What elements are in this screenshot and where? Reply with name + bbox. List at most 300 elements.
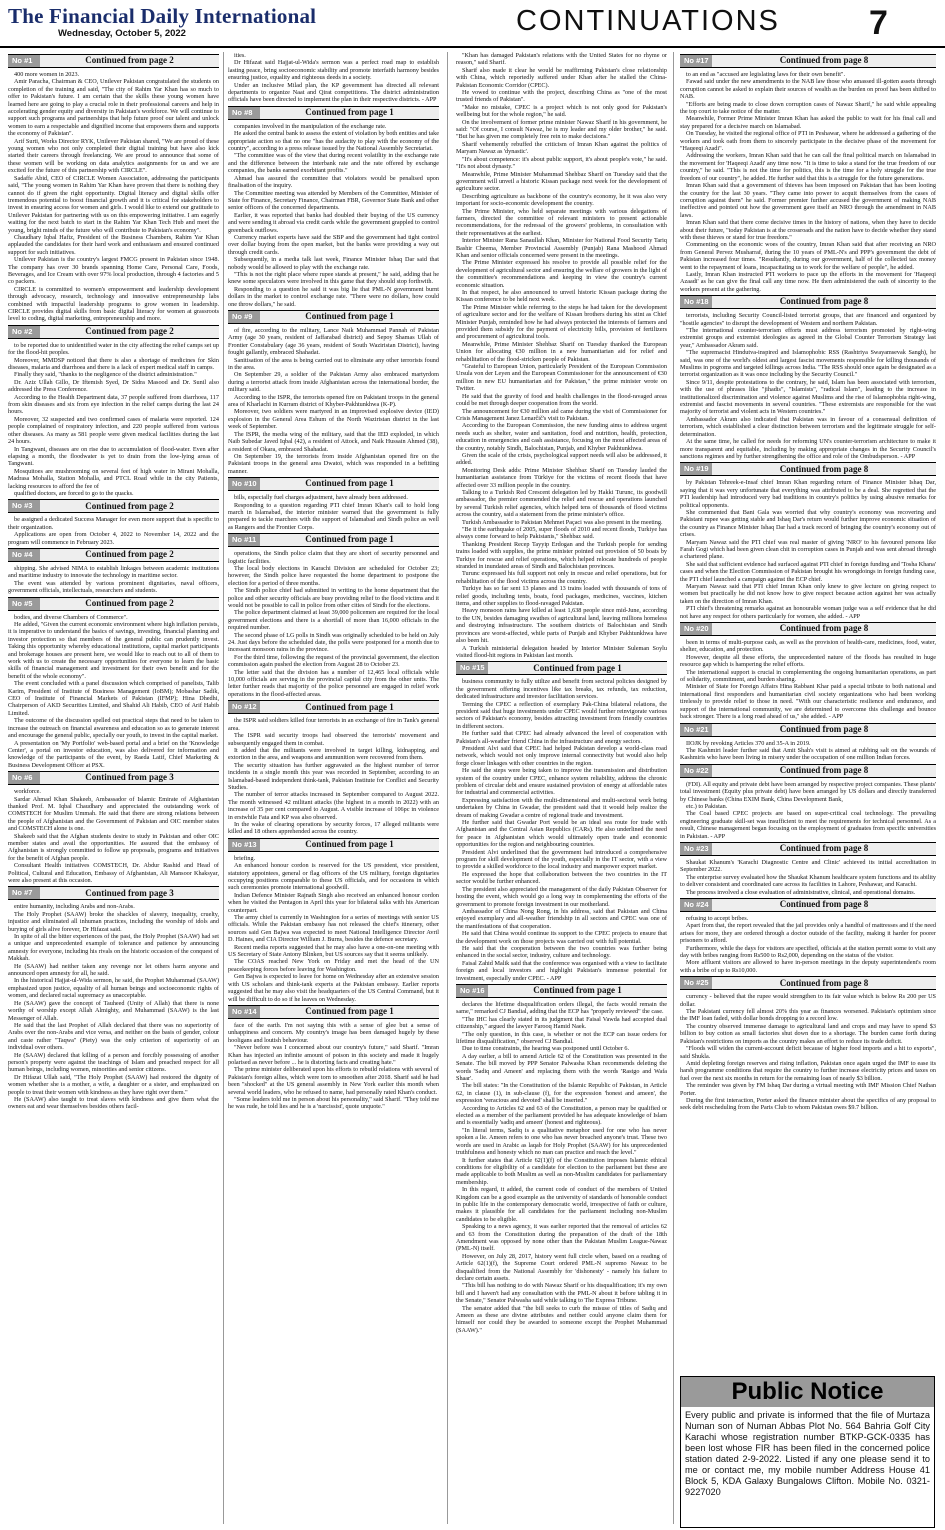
paragraph: The enterprise survey evaluated how the Shaukat Khanum healthcare system functions and its ability to deliver consistent and coordinated care across its facilities in Lahore, Peshawar, and Karachi. bbox=[680, 873, 936, 889]
article-continuation bbox=[8, 771, 219, 884]
article-continuation bbox=[228, 1005, 439, 1111]
article-continuation bbox=[680, 462, 936, 620]
article-body bbox=[228, 1022, 439, 1111]
paragraph: On September 19, the terrorists from inside Afghanistan opened fire on the Pakistani troops in the general area Dwatoi, which was responded in a befitting manner. bbox=[228, 452, 439, 475]
paragraph: The Sindh police chief had submitted in writing to the home department that the police and other security officials are busy providing relief to the flood victims and it would not be possible to call in police from other cities of Sindh for the elections. bbox=[228, 587, 439, 609]
article-body bbox=[680, 781, 936, 840]
article-continuation bbox=[456, 661, 667, 982]
article-body bbox=[456, 678, 667, 982]
paragraph: In the historical Hajjat-ul-Wida sermon, he said, the Prophet Muhammad (SAAW) emphasized upon justice, equality of all human beings and socioeconomic rights of women, and declared racial supremacy as unacceptable. bbox=[8, 977, 219, 1000]
paragraph: A presentation on 'My Portfolio' web-based portal and a brief on the 'Knowledge Center', a portal on investor education, was also delivered for information and knowledge of the participants of the event, by Raeda Latif, Chief Marketing & Business Development Officer at PSX. bbox=[8, 739, 219, 769]
paragraph: The outcome of the discussion spelled out practical steps that need to be taken to increase the outreach on financial awareness and education so as to generate interest and encourage the general public, specially our youth, to invest in the capital market. bbox=[8, 717, 219, 740]
paragraph: Sharif vehemently rebuffed the criticism of Imran Khan against the politics of Maryam Nawaz as 'dynastic'. bbox=[456, 140, 667, 156]
article-continuation bbox=[680, 764, 936, 840]
article-header bbox=[8, 548, 219, 562]
article-continuation bbox=[680, 723, 936, 762]
paragraph: In that respect, he also announced to unveil historic Kissan package during the Kissan conference to be held next week. bbox=[456, 289, 667, 304]
article-body bbox=[228, 855, 439, 1003]
article-body bbox=[680, 71, 936, 293]
article-number: No #4 bbox=[8, 549, 40, 561]
article-number: No #6 bbox=[8, 772, 40, 784]
paragraph: The senator added that "the bill seeks to curb the misuse of titles of Sadiq and Ameen as these are divine attributes and neither could anyone claim them for himself nor could they be awarded to someone except the Prophet Muhammad (SAAW)." bbox=[456, 1304, 667, 1334]
column-2 bbox=[228, 52, 439, 1524]
newspaper-title: The Financial Daily International bbox=[8, 4, 317, 28]
paragraph: The Prime Minister while referring to the steps he had taken for the development of agriculture sector and for the welfare of Kissan brothers during his stint as Chief Minister Punjab, reminded how he had always protected the interests of farmers and provided them subsidy for the payment of electricity bills, provision of fertilizers and procurement of agricultural tools. bbox=[456, 303, 667, 341]
article-continuation bbox=[680, 54, 936, 293]
article-header bbox=[228, 838, 439, 852]
paragraph: Sanitisation of the area is being carried out to eliminate any other terrorists found in the area. bbox=[228, 356, 439, 372]
paragraph: In the wake of clearing operations by security forces, 17 alleged militants were killed and 18 others apprehended across the country. bbox=[228, 820, 439, 836]
continued-from-label: Continued from page 1 bbox=[305, 839, 394, 850]
paragraph: He said that the cooperation between the two countries was further being enhanced in the social sector, industry, culture and technology. bbox=[456, 944, 667, 960]
paragraph: "Grateful to European Union, particularly President of the European Commission Ursula von der Leyen and the European Commissioner for the announcement of €30 million in new EU humanitarian aid for Pakistan," the prime minister wrote on Twitter. bbox=[456, 363, 667, 393]
paragraph: Faisal Zahid Malik said that the conference was organised with a view to facilitate foreign and local investors and highlight Pakistan's immense potential for investment, especially under CPEC. - APP bbox=[456, 959, 667, 982]
paragraph: She commented that Bani Gala was worried that why country's economy was recovering and Pakistani rupee was getting stable and Ishaq Dar's return would further improve economic situation of the country as Finance Minister Ishaq Dar had a track record of bringing the country's economy out of crises. bbox=[680, 508, 936, 539]
paragraph: The bill states: "In the Constitution of the Islamic Republic of Pakistan, in Article 62, in clause (1), in sub-clause (f), for the expression 'honest and ameen', the expression 'veracious and devoted' shall be inserted." bbox=[456, 1082, 667, 1105]
article-number: No #7 bbox=[8, 887, 40, 899]
paragraph: Responding to a question he said it was big lie that PML-N government burnt dollars in the market to control exchange rate. "There were no dollars, how could one throw dollars," he said. bbox=[228, 285, 439, 308]
article-header bbox=[456, 661, 667, 675]
paragraph: Monitoring Desk adds: Prime Minister Shehbaz Sharif on Tuesday lauded the humanitarian assistance from Türkiye for the victims of recent floods that have affected over 33 million people in the country. bbox=[456, 466, 667, 489]
continued-from-label: Continued from page 1 bbox=[533, 985, 622, 996]
paragraph: "This bill has nothing to do with Nawaz Sharif or his disqualification; it's my own bill and I haven't had any consultation with the PML-N about it before tabling it in the Senate," Senator Palwasha said while talking to The Express Tribune. bbox=[456, 1282, 667, 1305]
paragraph: Moreover, MMDSP noticed that there is also a shortage of medicines for Skin diseases, malaria and diarrhoea and there is a lack of expert medical staff in camps. bbox=[8, 356, 219, 372]
paragraph: Speaking to a news agency, it was earlier reported that the removal of articles 62 and 63 from the Constitution during the preparation of the draft of the 18th Amendment was opposed by none other than the Pakistan Muslim League-Nawaz (PML-N) itself. bbox=[456, 1223, 667, 1253]
continued-from-label: Continued from page 2 bbox=[85, 500, 174, 511]
article-continuation bbox=[8, 54, 219, 323]
article-continuation bbox=[456, 52, 667, 659]
paragraph: Furthermore, while the days for visitors are specified, officials at the station permit some to visit any day with bribes ranging from Rs500 to Rs2,000, depending on the status of the visitor. bbox=[680, 944, 936, 960]
article-continuation bbox=[8, 499, 219, 546]
paragraph: CIRCLE is committed to women's empowerment and leadership development through advocacy, research, technology and innovative entrepreneurship labs combined with impactful leadership programs to grow women in leadership. CIRCLE provides digital skills from basic digital literacy for women at grassroots level to coding, digital marketing, entrepreneurship and more. bbox=[8, 285, 219, 323]
paragraph: declares the lifetime disqualification orders illegal, the facts would remain the same," remarked CJ Bandial, adding that the ECP has "properly reviewed" the case. bbox=[456, 1000, 667, 1016]
paragraph: The event was attended by various prominent dignitaries, naval officers, government officials, intellectuals, researchers and students. bbox=[8, 579, 219, 595]
paragraph: According to the ISPR, the terrorists opened fire on Pakistani troops in the general area of Kharlachi in Kurram district of Khyber-Pakhtunkhwa (K-P). bbox=[228, 393, 439, 409]
continued-from-label: Continued from page 2 bbox=[85, 597, 174, 608]
paragraph: Arif Surti, Works Director RYK, Unilever Pakistan shared, "We are proud of these young women who not only completed their digital training but have also kick started their careers through freelancing. We are proud to announce that some of these women will be working on data analytics assignments for us and we are excited for the future of this partnership with CIRCLE". bbox=[8, 137, 219, 175]
article-continuation bbox=[680, 295, 936, 460]
paragraph: the ISPR said soldiers killed four terrorists in an exchange of fire in Tank's general area. bbox=[228, 717, 439, 732]
paragraph: Ahmad has assured the committee that violators would be penalised upon finalisation of the inquiry. bbox=[228, 174, 439, 190]
paragraph: Fawad said under the new amendments to the NAB law those who amassed ill-gotten assets through corruption cannot be asked to explain their sources of wealth as the burden on proof has been shifted to NAB. bbox=[680, 78, 936, 101]
continued-from-label: Continued from page 8 bbox=[779, 463, 869, 474]
paragraph: The local body elections in Karachi Division are scheduled for October 23; however, the Sindh police have requested the home department to postpone the election for a period of three months. bbox=[228, 564, 439, 587]
paragraph: However, despite all these efforts, the unprecedented nature of the floods has resulted in huge resource gap which is hampering the relief efforts. bbox=[680, 653, 936, 669]
column-divider bbox=[673, 52, 674, 1524]
paragraph: Unilever Pakistan is the country's largest FMCG present in Pakistan since 1948. The company has over 30 brands spanning Home Care, Personal Care, Foods, Beverages, and Ice Cream with over 97% local production, through 4 factories and 5 co packers. bbox=[8, 256, 219, 286]
article-continuation bbox=[8, 548, 219, 595]
column-3 bbox=[456, 52, 667, 1524]
paragraph: shipping. She advised NIMA to establish linkages between academic institutions and maritime industry to innovate the technology in maritime sector. bbox=[8, 564, 219, 580]
paragraph: The police department claimed at least 39,000 policemen are required for the local government elections and there is a shortfall of more than 16,000 officials in the required number. bbox=[228, 609, 439, 632]
continued-from-label: Continued from page 8 bbox=[779, 977, 869, 988]
paragraph: On September 29, a soldier of the Pakistan Army also embraced martyrdom during a terrorist attack from inside Afghanistan across the international border, the military said. bbox=[228, 371, 439, 394]
paragraph: bodies, and diverse Chambers of Commerce". bbox=[14, 613, 128, 621]
paragraph: to an end as "accused are legislating laws for their own benefit". bbox=[686, 71, 845, 78]
paragraph: The Prime Minister expressed his resolve to provide all possible relief for the development of agricultural sector and ensuring the welfare of growers in the light of the committee's recommendations and keeping in view the country's current economic situation. bbox=[456, 259, 667, 289]
paragraph: He vowed to continue with the project, describing China as "one of the most trusted friends of Pakistan". bbox=[456, 89, 667, 104]
article-body bbox=[228, 52, 439, 104]
column-divider bbox=[447, 52, 448, 1524]
article-body bbox=[228, 494, 439, 531]
paragraph: Amid depleting foreign reserves and rising inflation, Pakistan once again urged the IMF to ease its harsh programme conditions that require the country to further increase electricity prices and taxes on fuel over the next six months in return for the remaining loan of nearly $3 billion. bbox=[680, 1059, 936, 1082]
article-header bbox=[680, 842, 936, 856]
paragraph: Heavy monsoon rains have killed at least 1,638 people since mid-June, according to the UN, besides damaging swathes of agricultural land, leaving millions homeless and destroying infrastructure. The southern districts of Balochistan and Sindh provinces are worst-affected, while parts of Punjab and Khyber Pakhtunkhwa have also been hit. bbox=[456, 607, 667, 645]
paragraph: "The international counter-terrorism efforts must address terrorism promoted by right-wing extremist groups and extremist ideologies as agreed in the Global Counter Terrorism Strategy last year," Ambassador Akram said. bbox=[680, 327, 936, 349]
paragraph: Shakeeb said that the Afghan students desire to study in Pakistan and other OIC member states and avail the opportunities. He assured that the embassy of Afghanistan is strongly committed to follow up proposals, programs and initiatives for the benefit of Afghan people. bbox=[8, 832, 219, 862]
paragraph: Terming the CPEC a reflection of exemplary Pak-China bilateral relations, the president said that huge investments under CPEC would further reinvigorate various sectors of Pakistan's economy, besides attracting investment from friendly countries in different sectors. bbox=[456, 700, 667, 730]
paragraph: entire humanity, including Arabs and non-Arabs. bbox=[14, 903, 135, 911]
paragraph: Minister of State for Foreign Affairs Hina Rabbani Khar paid a special tribute to both national and international first responders and humanitarian civil society organizations who had been working tirelessly to provide relief to those in need. "With our characteristic resilience and endurance, and support of the international community, we are determined to overcome this challenge and bounce back stronger. There is a long road ahead of us," she added. - APP bbox=[680, 683, 936, 721]
paragraph: Earlier, it was reported that banks had doubled their buying of the US currency and were sending it abroad via credit cards while the government grappled to control greenback outflows. bbox=[228, 211, 439, 234]
paragraph: On the involvement of former prime minister Nawaz Sharif in his government, he said: "Of course, I consult Nawaz, he is my leader and my older brother," he said. "But he has given me completely free rein to make decisions." bbox=[456, 118, 667, 141]
article-continuation bbox=[228, 52, 439, 104]
paragraph: qualified doctors, are forced to go to the quacks. bbox=[14, 489, 134, 497]
masthead bbox=[0, 0, 945, 48]
paragraph: An enhanced honour cordon is reserved for the US president, vice president, statutory appointees, general or flag officers of the US military, foreign dignitaries occupying positions comparable to these US officials, and for occasions in which such ceremonies promote international goodwill. bbox=[228, 862, 439, 892]
article-header bbox=[680, 898, 936, 912]
article-body bbox=[8, 903, 219, 1110]
paragraph: Consultant Health initiatives COMSTECH, Dr. Abdur Rashid and Head of Political, Cultural and Education, Embassy of Afghanistan, Ali Mansoor Khaksyar, were also present at this occasion. bbox=[8, 862, 219, 884]
paragraph: Ambassador of China Nong Rong, in his address, said that Pakistan and China enjoyed exemplary and all-weather friendship in all sectors and CPEC was one of the manifestations of that cooperation. bbox=[456, 907, 667, 930]
paragraph: "The committee was of the view that during recent volatility in the exchange rate and the difference between the interbank rate and the rate offered by exchange companies, the banks earned exorbitant profits." bbox=[228, 152, 439, 175]
continued-from-label: Continued from page 2 bbox=[85, 326, 174, 337]
article-body bbox=[680, 312, 936, 460]
paragraph: Interior Minister Rana Sanaullah Khan, Minister for National Food Security Tariq Bashir Cheema, Member Provincial Assembly (Punjab) Rana Mashood Ahmad Khan and senior officials concerned were present in the meetings. bbox=[456, 237, 667, 259]
article-header bbox=[8, 499, 219, 513]
article-number: No #2 bbox=[8, 326, 40, 338]
article-header bbox=[228, 700, 439, 714]
paragraph: etc.) to Pakistan. bbox=[686, 802, 728, 810]
article-body bbox=[8, 516, 219, 546]
column-4 bbox=[680, 52, 936, 1524]
article-number: No #12 bbox=[228, 701, 260, 713]
paragraph: "Make no mistake, CPEC is a project which is not only good for Pakistan's wellbeing but for the whole region," he said. bbox=[456, 103, 667, 119]
page-number: 7 bbox=[869, 4, 888, 42]
article-header bbox=[680, 295, 936, 309]
paragraph: Maryam Nawaz said that PTI chief Imran Khan only knew to give lecture on giving respect to women but practically he did not know how to give respect because action against her was actually taken on the direction of Imran Khan. bbox=[680, 583, 936, 605]
paragraph: Turkish Ambassador to Pakistan Mehmet Paçaci was also present in the meeting. bbox=[462, 518, 663, 526]
paragraph: He (SAAW) had neither taken any revenge nor let others harm anyone and announced open amnesty for all, he said. bbox=[8, 962, 219, 978]
paragraph: Indian Defence Minister Rajnath Singh also received an enhanced honour cordon when he visited the Pentagon in April this year for bilateral talks with his American counterpart. bbox=[228, 891, 439, 914]
article-continuation bbox=[680, 898, 936, 974]
article-number: No #10 bbox=[228, 478, 260, 490]
article-header bbox=[680, 54, 936, 68]
paragraph: He said that China would continue its support to the CPEC projects to ensure that the development work on those projects was carried out with full potential. bbox=[456, 930, 667, 945]
paragraph: Dr. Aziz Ullah Gillo, Dr Iftemish Syed, Dr Sidra Masood and Dr. Sunil also addressed the Press Conference. bbox=[8, 378, 219, 394]
paragraph: Addressing the workers, Imran Khan said that he can call the final political march on Islamabad in the movement for 'Haqeeqi Azadi' any time now. "It is time to take a stand for the true freedom of our country," he said. "This is not the time for politics, this is the time for a holy struggle for the true freedom of our country", he added. He further said that this is a struggle for the future generations. bbox=[680, 152, 936, 182]
article-number: No #8 bbox=[228, 107, 260, 119]
paragraph: The reminder was given by FM Ishaq Dar during a virtual meeting with IMF Mission Chief Nathan Porter. bbox=[680, 1082, 936, 1097]
paragraph: Commenting on the economic woes of the country, Imran Khan said that after receiving an NRO from General Pervez Musharraf, during the 10 years of PML-N's and PPP's government the debt of Pakistan increased four times. "Resultantly, during our government, half of the collected tax money went to the repayment of loans, incapacitating us to work for the welfare of people", he added. bbox=[680, 241, 936, 271]
article-number: No #13 bbox=[228, 839, 260, 851]
paragraph: He (SAAW) also taught to treat slaves with kindness and give them what the owners eat and wear themselves besides others facil- bbox=[8, 1095, 219, 1111]
article-number: No #19 bbox=[680, 463, 712, 475]
article-number: No #16 bbox=[456, 985, 488, 997]
paragraph: "This is not the right place where rupee stands at present," he said, adding that he knew some speculators were involved in this game that they should stop forthwith. bbox=[228, 270, 439, 286]
article-number: No #25 bbox=[680, 977, 712, 989]
article-body bbox=[228, 550, 439, 698]
paragraph: A day earlier, a bill to amend Article 62 of the Constitution was presented in the Senate. The bill moved by PPP Senator Palwasha Khan recommends deleting the words 'Sadiq and Ameen' and replacing them with the words 'Rastgo and Wafa Shaar'. bbox=[456, 1052, 667, 1083]
paragraph: The prime minister deliberated upon his efforts to rebuild relations with several of Pakistan's foreign allies, which were torn to smoothen after 2018. Sharif said he had been "shocked" at the US general assembly in New York earlier this month when several world leaders, who he refused to name, had personally rated Khan's conduct. bbox=[228, 1066, 439, 1096]
article-header bbox=[8, 597, 219, 611]
public-notice-title: Public Notice bbox=[681, 1377, 934, 1407]
paragraph: The security situation has further aggravated as the highest number of terror incidents in a single month this year was recorded in September, according to an Islamabad-based independent think-tank, Pakistan Institute for Conflict and Security Studies. bbox=[228, 761, 439, 791]
continued-from-label: Continued from page 2 bbox=[85, 55, 174, 66]
continued-from-label: Continued from page 8 bbox=[779, 843, 869, 854]
paragraph: Ambassador Akram also indicated that Pakistan was in favour of a consensual definition of terrorism, which established a clear distinction between terrorism and the legitimate struggle for self-determination. bbox=[680, 415, 936, 438]
article-number: No #17 bbox=[680, 55, 712, 67]
paragraph: Finally they said, "thanks to the negligence of the district administration." bbox=[14, 371, 197, 379]
article-body bbox=[456, 1001, 667, 1334]
paragraph: Meanwhile, Prime Minister Muhammad Shehbaz Sharif on Tuesday said that the government will unveil a historic Kissan package next week for the development of agriculture sector. bbox=[456, 170, 667, 193]
paragraph: The letter said that the division has a number of 12,465 local officials while 10,000 officials are serving in the provincial capital city from the other units. The letter further reads that majority of the police personnel are engaged in relief work operations in the flood-affected areas. bbox=[228, 668, 439, 698]
paragraph: 400 more women in 2023. bbox=[14, 71, 80, 78]
paragraph: companies involved in the manipulation of the exchange rate. bbox=[234, 122, 387, 130]
article-header bbox=[456, 984, 667, 998]
paragraph: He said the steps were being taken to improve the transmission and distribution system of the country under CPEC, enhance system reliability, address the chronic problem of circular debt and ensure sustained provision of energy at affordable rates for industrial and commercial activities. bbox=[456, 767, 667, 797]
article-header bbox=[228, 477, 439, 491]
article-number: No #24 bbox=[680, 899, 712, 911]
paragraph: He asked the central bank to assess the extent of violation by both entities and take appropriate action so that no one "has the audacity to play with the economy of the country", according to a press release issued by the National Assembly Secretariat. bbox=[228, 130, 439, 153]
paragraph: The number of terror attacks increased in September compared to August 2022. The month witnessed 42 militant attacks (the highest in a month in 2022) with an increase of 35 per cent compared to August. A visible increase of 106pc in violence in erstwhile Fata and KP was also observed. bbox=[228, 791, 439, 821]
article-header bbox=[8, 54, 219, 68]
paragraph: The international support is crucial in complementing the ongoing humanitarian operations, as part of solidarity, commitment, and burden sharing. bbox=[680, 668, 936, 684]
continued-from-label: Continued from page 1 bbox=[305, 311, 394, 322]
paragraph: operations, the Sindh police claim that they are short of security personnel and logistic facilities. bbox=[228, 550, 439, 565]
paragraph: "In literal terms, Sadiq is a qualitative metaphor used for one who has never spoken a lie. Ameen refers to one who has never breached anyone's trust. These two words are used in Arabic as laqab for Holy Prophet (SAAW) for his unprecedented truthfulness and honesty which no man can practice and reach the level." bbox=[456, 1126, 667, 1157]
article-continuation bbox=[456, 984, 667, 1334]
article-body bbox=[8, 71, 219, 323]
paragraph: In spite of all the bitter experiences of the past, the Holy Prophet (SAAW) had set a unique and unprecedented example of tolerance and patience by announcing amnesty for everyone, including his rivals on the historic occasion of the conquest of Makkah. bbox=[8, 933, 219, 963]
article-continuation bbox=[680, 842, 936, 896]
issue-date: Wednesday, October 5, 2022 bbox=[58, 28, 186, 39]
paragraph: It added that the militants were involved in target killing, kidnapping, and extortion in the area, and weapons and ammunition were recovered from them. bbox=[228, 746, 439, 762]
paragraph: Sardar Ahmad Khan Shakeeb, Ambassador of Islamic Emirate of Afghanistan thanked Prof. M. Iqbal Chaudhary and appreciated the outstanding work of COMSTECH for Muslim Ummah. He said that there are strong relations between the people of Afghanistan and the Government of Pakistan and OIC member states and COMSTECH alone is one. bbox=[8, 795, 219, 833]
paragraph: Turkiye has so far sent 13 planes and 13 trains loaded with thousands of tons of relief goods, including tents, boats, food packages, medicines, vaccines, kitchen items, and other supplies to flood-ravaged Pakistan. bbox=[456, 585, 667, 608]
article-header bbox=[228, 106, 439, 120]
paragraph: Moreover, two soldiers were martyred in an improvised explosive device (IED) explosion in the General Area Eshum of the North Waziristan district in the last week of September. bbox=[228, 408, 439, 431]
paragraph: The Holy Prophet (SAAW) broke the shackles of slavery, inequality, cruelty, injustice and eliminated all inhuman practices, including the worship of idols and burying of girls alive forever, Dr Hifazat said. bbox=[8, 910, 219, 933]
paragraph: It further states that Article 62(1)(f) of the Constitution imposes Islamic ethical conditions for eligibility of a candidate for election to the parliament but these are made applicable to both Muslim as well as non-Muslim candidates for parliamentary membership. bbox=[456, 1156, 667, 1186]
continued-from-label: Continued from page 1 bbox=[305, 478, 394, 489]
paragraph: The ISPR said security troops had observed the terrorists' movement and subsequently engaged them in combat. bbox=[228, 732, 439, 747]
continued-from-label: Continued from page 8 bbox=[779, 765, 869, 776]
paragraph: According to Articles 62 and 63 of the Constitution, a person may be qualified or elected as a member of the parliament provided he has adequate knowledge of Islam and is essentially 'sadiq and ameen' (honest and righteous). bbox=[456, 1104, 667, 1127]
column-divider bbox=[223, 52, 224, 1524]
article-continuation bbox=[680, 622, 936, 720]
paragraph: He (SAAW) declared that killing of a person and forcibly possessing of another person's property were against the teachings of Islam and preached respect for all human beings, including women, minorities and senior citizens. bbox=[8, 1051, 219, 1074]
article-body bbox=[680, 639, 936, 720]
paragraph: ities. bbox=[234, 52, 246, 59]
paragraph: She said that sufficient evidence had surfaced against PTI chief in foreign funding and 'Tosha Khana' cases and when the Election Commission of Pakistan brought his wrongdoings in foreign funding case, the PTI chief launched a campaign against the ECP chief. bbox=[680, 560, 936, 583]
paragraph: He further said that CPEC had already advanced the level of cooperation with Pakistan's all-weather friend China in the infrastructure and energy sectors. bbox=[456, 730, 667, 745]
paragraph: In this regard, it added, the current code of conduct of the members of United Kingdom can be a good example as the university of standards of honorable conduct in public life in the contemporary democratic world, irrespective of faith or culture, makes it plausible for all candidates for the parliament including non-Muslim candidates to be eligible. bbox=[456, 1186, 667, 1223]
paragraph: "Efforts are being made to close down corruption cases of Nawaz Sharif," he said while appealing the top court to take notice of the matter. bbox=[680, 100, 936, 116]
article-continuation bbox=[8, 597, 219, 770]
article-header bbox=[680, 462, 936, 476]
public-notice bbox=[680, 1376, 935, 1528]
article-continuation bbox=[680, 976, 936, 1112]
paragraph: He said that the last Prophet of Allah declared that there was no superiority of Arabs over the non-Arabs and vice versa, and neither on the basis of gender, colour and caste rather "Taqwa" (Piety) was the only criterion of superiority of an individual over others. bbox=[8, 1021, 219, 1052]
paragraph: Applications are open from October 4, 2022 to November 14, 2022 and the program will commence in February 2023. bbox=[8, 531, 219, 546]
paragraph: PTI chief's threatening remarks against an honourable woman judge was a self evidence that he did not have any respect for others particularly for women, she added. - APP bbox=[680, 605, 936, 620]
paragraph: The announcement for €30 million aid came during the visit of Commissioner for Crisis Management Janez Lenarčič's visit to Pakistan. bbox=[456, 407, 667, 422]
paragraph: (FDI). All equity and private debt have been arranged by respective project companies. These plants' total investment (Equity plus private debt) have been arranged by US dollars and directly transferred by Chinese banks (China EXIM Bank, China Development Bank, bbox=[680, 780, 936, 803]
article-continuation bbox=[228, 700, 439, 836]
paragraph: The country observed immense damage to agricultural land and crops and may have to spend $3 billion to buy cotton as small factories shut down due to a shortage. The burden came forth during Pakistan's restrictions on imports as the country makes an effort to reduce its trade deficit. bbox=[680, 1022, 936, 1045]
article-number: No #21 bbox=[680, 724, 712, 736]
paragraph: terrorists, including Security Council-listed terrorist groups, that are financed and organized by "hostile agencies" to disrupt the development of Western and northern Pakistan. bbox=[680, 312, 936, 327]
paragraph: The Kashmiri leader further said that Amit Shah's visit is aimed at rubbing salt on the wounds of Kashmiris who have been living in misery under the occupation of one million Indian forces. bbox=[680, 746, 936, 762]
paragraph: Mosquitoes are mushrooming on several feet of high water in Mirani Mohalla, Madrasa Mohalla, Station Mohalla, and PTCL Road while in the city Patients, lacking resources to afford the fee of bbox=[8, 467, 219, 490]
paragraph: Lastly, Imran Khan instructed PTI workers to pace up the efforts in the movement for 'Haqeeqi Azaadi' as he can give the final call any time now. He then administered the oath of sincerity to the workers present at the gathering. bbox=[680, 270, 936, 293]
paragraph: The ISPR, the media wing of the military, said that the IED exploded, in which Naib Subedar Javed Iqbal (42), a resident of Attock, and Naik Hussain Ahmed (38), a resident of Okara, embraced Shahadat. bbox=[228, 430, 439, 453]
paragraph: Imran Khan said that a government of thieves has been imposed on Pakistan that has been looting the country for the last 30 years. "They came into power to acquit themselves from the cases of corruption against them" he said. Former premier further accused the government of making NAB ineffective and pointed out how the government gave itself an NRO through the amendment in NAB laws. bbox=[680, 182, 936, 219]
paragraph: "Floods will widen the current-account deficit because of higher food imports and a hit to exports", said Shukla. bbox=[680, 1045, 936, 1060]
paragraph: Chaudhary Iqbal Hafiz, President of the Business Chambers, Rahim Yar Khan applauded the candidates for their hard work and enthusiasm and ensured continued support for such initiatives. bbox=[8, 233, 219, 256]
paragraph: On Tuesday, he visited the regional office of PTI in Peshawar, where he addressed a gathering of the workers and took oath from them to sincerely participate in the decisive phase of the movement for "Haqeeqi Azadi". bbox=[680, 130, 936, 153]
paragraph: "The supremacist Hindutva-inspired and Islamophobic RSS (Rashtriya Swayamsevak Sangh), he said, was one of the world's oldest and largest fascist movements responsible for killing thousands of Muslims in pogroms and targeted killings across India. "The RSS should once again be designated as a terrorist organization as it was once including by the Security Council." bbox=[680, 349, 936, 379]
article-number: No #15 bbox=[456, 662, 488, 674]
article-body bbox=[8, 614, 219, 770]
paragraph: The event concluded with a panel discussion which comprised of panelists, Talib Karim, President of Institute of Business Management (IoBM); Mobashar Sadik, CEO of Institute of Financial Markets of Pakistan (IFMP); Hina Dhedhi, Chairperson of AKD Securities Limited, and Shahid Ali Habib, CEO of Arif Habib Limited. bbox=[8, 680, 219, 717]
paragraph: The Pakistani currency fell almost 20% this year as finances worsened. Pakistan's optimism since the IMF loan faded, with dollar bonds dropping to a record low. bbox=[680, 1008, 936, 1023]
paragraph: "Be it the earthquake of 2005, super floods of 2010 and recent floods, Turkiye has always come forward to help Pakistanis," Shehbaz said. bbox=[456, 526, 667, 541]
paragraph: bills, especially fuel charges adjustment, have already been addressed. bbox=[234, 494, 408, 502]
paragraph: The army chief is currently in Washington for a series of meetings with senior US officials. While the Pakistan embassy has not released the chief's itinerary, other sources said Gen Bajwa was expected to meet National Intelligence Director Avril D. Haines, and CIA Director William J. Burns, besides the defence secretary. bbox=[228, 914, 439, 944]
article-header bbox=[680, 723, 936, 737]
continued-from-label: Continued from page 8 bbox=[779, 296, 869, 307]
article-header bbox=[8, 771, 219, 785]
paragraph: A Turkish ministerial delegation headed by Interior Minister Suleman Soylu visited flood-hit regions in Pakistan last month. bbox=[456, 644, 667, 659]
paragraph: "The IHC has clearly stated in its judgment that Faisal Vawda had accepted dual citizenship," argued the lawyer Farooq Hamid Naek. bbox=[456, 1015, 667, 1031]
paragraph: Since 9/11, despite protestations to the contrary, he said, Islam has been associated with terrorism, with the use of phrases like "jihadis", "Islamists", "radical Islam", leading to the increase in institutionalized discrimination and violence against Muslims and the rise of Islamophobia right-wing, extremist and fascist movements in several countries. "These extremists are responsible for the vast majority of terrorist and violent acts in Western countries." bbox=[680, 378, 936, 416]
paragraph: to be reported due to unidentified water in the city affecting the relief camps set up for the flood-hit peoples. bbox=[8, 341, 219, 357]
article-header bbox=[228, 310, 439, 324]
article-number: No #23 bbox=[680, 843, 712, 855]
paragraph: face of the earth. I'm not saying this with a sense of glee but a sense of unhappiness and concern. My country's image has been damaged hugely by these hooligans and loutish behaviour. bbox=[228, 1021, 439, 1044]
article-continuation bbox=[228, 477, 439, 531]
paragraph: IIOJK by revoking Articles 370 and 35-A in 2019. bbox=[686, 739, 811, 747]
paragraph: During the first interaction, Porter asked the finance minister about the specifics of any proposal to seek debt rescheduling from the Paris Club to whom Pakistan owes $9.7 billion. bbox=[680, 1096, 936, 1112]
article-body bbox=[8, 565, 219, 595]
article-header bbox=[680, 764, 936, 778]
paragraph: Subsequently, in a media talk last week, Finance Minister Ishaq Dar said that nobody would be allowed to play with the exchange rate. bbox=[228, 256, 439, 271]
article-number: No #22 bbox=[680, 765, 712, 777]
continued-from-label: Continued from page 8 bbox=[779, 623, 869, 634]
paragraph: The second phase of LG polls in Sindh was originally scheduled to be held on July 24. Just days before the scheduled date, the polls were postponed for a month due to incessant monsoon rains in the province. bbox=[228, 631, 439, 654]
paragraph: At the same time, he called for needs for reforming UN's counter-terrorism architecture to make it more transparent and equitable, including by making appropriate changes in the Security Council's sanctions regimes and by further strengthening the office and role of the Ombudsperson. - APP bbox=[680, 438, 936, 460]
paragraph: Gen Bajwa is expected to leave for home on Wednesday after an extensive session with US scholars and think-tank experts at the Pakistan embassy. Earlier reports suggested that he may also visit the headquarters of the US Central Command, but it will be difficult to do so if he leaves on Wednesday. bbox=[228, 973, 439, 1003]
paragraph: Talking to a Turkish Red Crescent delegation led by Hakki Turunc, its goodwill ambassador, the premier commended the relief and rescue and operations launched by several Turkish relief agencies, which helped tens of thousands of flood victims across the country, said a statement from the prime minister's office. bbox=[456, 488, 667, 519]
paragraph: refusing to accept bribes. bbox=[686, 915, 749, 922]
paragraph: For the third time, following the request of the provincial government, the election commission again pushed the election from August 28 to October 23. bbox=[228, 653, 439, 669]
paragraph: be assigned a dedicated Success Manager for even more support that is specific to their organization. bbox=[8, 516, 219, 531]
continued-from-label: Continued from page 1 bbox=[305, 107, 394, 118]
paragraph: by Pakistan Tehreek-e-Insaf chief Imran Khan regarding return of Finance Minister Ishaq Dar, saying that it was very unfortunate that everything was attributed to be a deal. She regretted that the PTI leadership had introduced very bad traditions in country's politics by using abusive remarks for political opponents. bbox=[680, 479, 936, 509]
continued-from-label: Continued from page 8 bbox=[779, 899, 869, 910]
article-body bbox=[680, 479, 936, 620]
paragraph: In Tangwani, diseases are on rise due to accumulation of flood-water. Even after elapsing a month, the floodwater is yet to drain from the low-lying areas of Tangwani. bbox=[8, 445, 219, 468]
article-body bbox=[456, 52, 667, 659]
paragraph: President Alvi underlined that the government had introduced a comprehensive program for skill development of the youth, especially in the IT sector, with a view to provide a skilled workforce to the local industry and manpower export market. bbox=[456, 848, 667, 871]
paragraph: The process involved a close evaluation of administrative, clinical, and operational domains. bbox=[686, 888, 916, 896]
paragraph: business community to fully utilize and benefit from sectoral policies designed by the government offering incentives like tax breaks, tax refunds, tax reduction, dedicated infrastructure and investor facilitation services. bbox=[456, 678, 667, 701]
paragraph: Imran Khan said that there come decisive times in the history of nations, when they have to decide about their future, "today Pakistan is at the crossroads and the nation have to decide whether they stand with these thieves or stand for true freedom." bbox=[680, 219, 936, 241]
continued-from-label: Continued from page 8 bbox=[779, 723, 869, 734]
paragraph: According to the Health Department data, 37 people suffered from diarrhoea, 117 from skin diseases and six from eye infection in the relief camps during the last 24 hours. bbox=[8, 393, 219, 416]
article-continuation bbox=[228, 838, 439, 1003]
paragraph: Sharif also made it clear he would be reaffirming Pakistan's close relationship with China, which reportedly suffered under Khan after he stalled the China-Pakistan Economic Corridor (CPEC). bbox=[456, 66, 667, 89]
paragraph: The Committee meeting was attended by Members of the Committee, Minister of State for Finance, Secretary Finance, Chairman FBR, Governor State Bank and other senior officers of the concerned departments. bbox=[228, 189, 439, 212]
article-number: No #20 bbox=[680, 623, 712, 635]
paragraph: According to the European Commission, the new funding aims to address urgent needs such as shelter, water and sanitation, food and nutrition, health, protection, education in emergencies and cash assistance, focusing on the most affected areas of the country, notably Sindh, Balochistan, Punjab, and Khyber Pakhtunkhwa. bbox=[456, 422, 667, 452]
paragraph: workforce. bbox=[14, 788, 41, 796]
paragraph: The president also appreciated the management of the daily Pakistan Observer for hosting the event, which would go a long way in complementing the efforts of the government to promote foreign investment in our motherland. bbox=[456, 885, 667, 908]
article-number: No #9 bbox=[228, 311, 260, 323]
continued-from-label: Continued from page 1 bbox=[533, 662, 622, 673]
paragraph: He added, "Given the current economic environment where high inflation persists, it is imperative to understand the basics of savings, investing, financial planning and investor protection so that members of the general public can prudently invest. Taking this opportunity whereby educational institutions, capital market participants and brokerage houses are present here, we would like to reach out to all of them to work with us to create the necessary opportunities for everyone to learn the basic skills of financial management and investment for their own benefit and for the benefit of the whole economy". bbox=[8, 621, 219, 680]
article-body bbox=[228, 327, 439, 475]
paragraph: "Khan has damaged Pakistan's relations with the United States for no rhyme or reason," said Sharif. bbox=[456, 52, 667, 67]
article-header bbox=[8, 886, 219, 900]
paragraph: "The only question, in this case, is whether or not the ECP can issue orders for lifetime disqualification," observed CJ Bandial. bbox=[456, 1030, 667, 1045]
paragraph: He further said that Gwadar Port would be an ideal sea route for trade with Afghanistan and the Central Asian Republics (CARs). He also underlined the need for peace in Afghanistan which would ultimately open trade and economic opportunities for the region and neighbouring countries. bbox=[456, 819, 667, 849]
paragraph: President Alvi said that CPEC had helped Pakistan develop a world-class road network, which would not only improve internal connectivity but would also help forge closer linkages with other countries in the region. bbox=[456, 744, 667, 767]
article-header bbox=[680, 976, 936, 990]
column-1 bbox=[8, 52, 219, 1524]
paragraph: Turunc expressed his full support not only in rescue and relief operations, but for rehabilitation of the flood victims across the country. bbox=[456, 570, 667, 585]
article-body bbox=[680, 740, 936, 762]
article-body bbox=[680, 993, 936, 1112]
paragraph: The COAS reached New York on Friday and met the head of the UN peacekeeping forces before leaving for Washington. bbox=[228, 958, 439, 973]
continued-from-label: Continued from page 3 bbox=[85, 772, 174, 783]
paragraph: been in terms of multi-purpose cash, as well as the provision of health-care, medicines, food, water, shelter, education, and protection. bbox=[680, 639, 936, 654]
continued-from-label: Continued from page 1 bbox=[305, 534, 394, 545]
paragraph: Apart from that, the report revealed that the jail provides only a handful of mattresses and if the need arises for more, they are ordered through a doctor outside of the facility, making it harder for poorer prisoners to afford. bbox=[680, 922, 936, 945]
paragraph: Responding to a question regarding PTI chief Imran Khan's call to hold long march in Islamabad, the interior minister warned that the government is fully prepared to tackle marchers with the support of Islamabad and Sindh police as well as Rangers and the Frontier Corps. bbox=[228, 501, 439, 531]
article-header bbox=[680, 622, 936, 636]
paragraph: However, on July 28, 2017, history went full circle when, based on a reading of Article 62(1)(f), the Supreme Court ordered PML-N supremo Nawaz to be disqualified from the National Assembly for 'dishonesty' - namely his failure to declare certain assets. bbox=[456, 1252, 667, 1282]
article-body bbox=[8, 342, 219, 498]
article-number: No #11 bbox=[228, 534, 260, 546]
paragraph: Expressing satisfaction with the multi-dimensional and multi-sectoral work being undertaken by China in Gwadar, the president said that it would help realize the dream of making Gwadar a centre of regional trade and investment. bbox=[456, 796, 667, 819]
article-continuation bbox=[228, 533, 439, 698]
paragraph: Describing agriculture as backbone of the country's economy, he it was also very important for socio-economic development the country. bbox=[456, 192, 667, 208]
article-number: No #3 bbox=[8, 500, 40, 512]
article-body bbox=[680, 859, 936, 896]
paragraph: Meanwhile, Former Prime Minister Imran Khan has asked the public to wait for his final call and stay prepared for a decisive march on Islamabad. bbox=[680, 115, 936, 130]
paragraph: "It's about competence: it's about public support, it's about people's vote," he said. "It's not about dynasty." bbox=[456, 155, 667, 171]
paragraph: He (SAAW) gave the concept of Tauheed (Unity of Allah) that there is none worthy of worship except Allah Almighty, and Muhammad (SAAW) is the last Messenger of Allah. bbox=[8, 999, 219, 1022]
article-header bbox=[228, 1005, 439, 1019]
paragraph: briefing. bbox=[234, 854, 256, 862]
article-continuation bbox=[8, 886, 219, 1110]
article-number: No #5 bbox=[8, 598, 40, 610]
article-body bbox=[680, 915, 936, 974]
paragraph: More affluent visitors are allowed to have in-person meetings in the deputy superintendent's room with a bribe of up to Rs10,000. bbox=[680, 959, 936, 974]
article-header bbox=[8, 325, 219, 339]
paragraph: currency - believed that the rupee would strengthen to its fair value which is below Rs 200 per US dollar. bbox=[680, 993, 936, 1008]
paragraph: of fire, according to the military, Lance Naik Muhammad Pannah of Pakistan Army (age 30 years, resident of Jaffarabad district) and Sepoy Shamas Ullah of Frontier Constabulary (age 36 years, resident of South Waziristan District), having fought gallantly, embraced Shahadat. bbox=[228, 327, 439, 357]
paragraph: He said that the gravity of food and health challenges in the flood-ravaged areas could be met through deeper cooperation from the world. bbox=[456, 392, 667, 408]
paragraph: Dr Hifazat Ullah said, "The Holy Prophet (SAAW) had restored the dignity of women whether she is a mother, a wife, a daughter or a sister, and emphasized on people to treat their women with kindness as they have right over them." bbox=[8, 1073, 219, 1096]
paragraph: Currency market experts have said the SBP and the government had tight control over dollar buying from the open market, but the banks were providing a way out through credit cards. bbox=[228, 233, 439, 256]
public-notice-text: Every public and private is informed that the file of Murtaza Numan son of Numan Abbas Plot No. 564 Bahria Golf City Karachi whose registration number BTKP-GCK-0335 has been lost whose FIR has been filed in the concerned police station dated 2-9-2022. Listed if any one please send it to me or contact me, my mobile number Address House 41 Block 5, KDA Galaxy Bungalows Clifton. Mobile No. 0321-9227020 bbox=[685, 1410, 930, 1497]
continued-from-label: Continued from page 8 bbox=[779, 55, 869, 66]
paragraph: Meanwhile, Prime Minister Shehbaz Sharif on Tuesday thanked the European Union for allocating €30 million in a new humanitarian aid for relief and rehabilitation of the flood-stricken people of Pakistan. bbox=[456, 340, 667, 363]
